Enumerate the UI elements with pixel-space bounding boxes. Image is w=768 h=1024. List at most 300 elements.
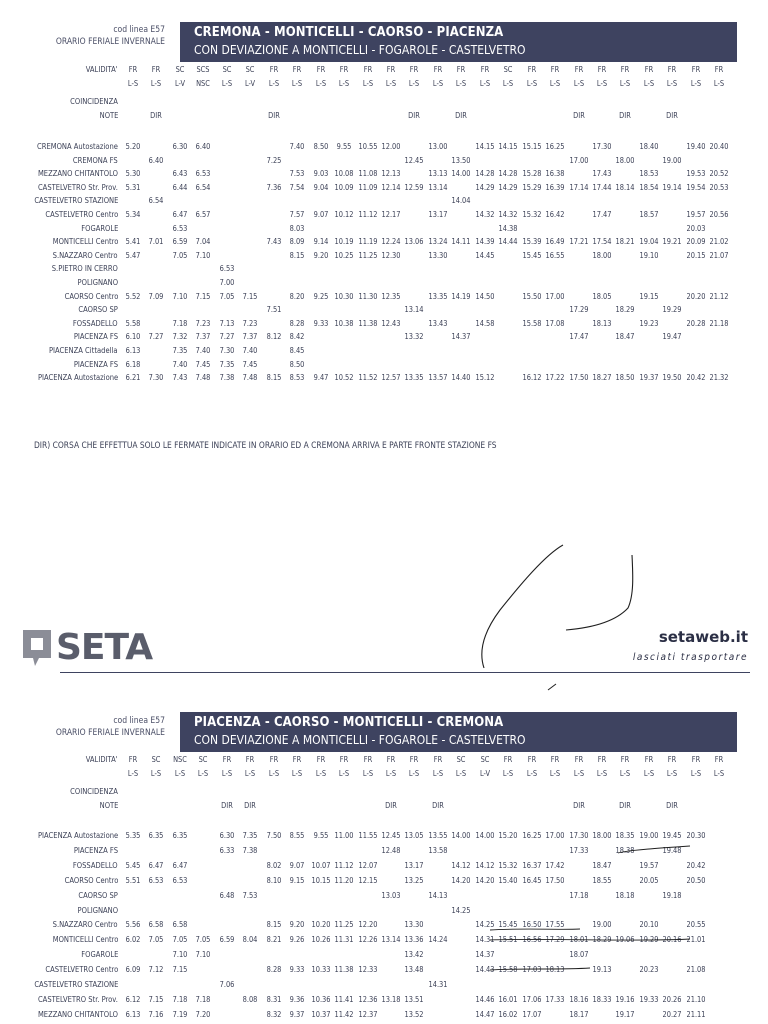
departure-time: 13.05 <box>404 830 424 840</box>
departure-time: 20.20 <box>686 290 706 301</box>
departure-time: 19.40 <box>686 141 706 151</box>
departure-time: 13.24 <box>428 236 448 247</box>
departure-time: 8.28 <box>289 317 305 328</box>
departure-time: 7.43 <box>172 372 188 383</box>
departure-time: 18.33 <box>592 993 612 1004</box>
note-code: DIR <box>408 110 421 120</box>
departure-time: 15.15 <box>522 141 542 151</box>
stop-name: CASTELVETRO STAZIONE <box>33 195 118 206</box>
departure-time: 20.56 <box>709 209 729 219</box>
departure-time: 13.50 <box>451 154 471 165</box>
departure-time: 7.45 <box>195 358 211 369</box>
departure-time: 7.48 <box>195 372 211 383</box>
departure-time: 9.14 <box>313 236 328 247</box>
departure-time: 14.39 <box>475 236 495 247</box>
departure-time: 12.37 <box>358 1008 377 1019</box>
stop-name: S.NAZZARO Centro <box>53 249 118 260</box>
schedule-type: ORARIO FERIALE INVERNALE <box>55 37 165 47</box>
departure-time: 10.08 <box>334 168 354 179</box>
departure-time: 12.36 <box>358 993 377 1004</box>
departure-time: 5.58 <box>125 317 141 328</box>
departure-time: 15.50 <box>522 290 542 301</box>
departure-time: 8.08 <box>242 993 258 1004</box>
departure-time: 18.00 <box>592 830 612 840</box>
note-code: DIR <box>150 110 163 120</box>
note-code: DIR <box>220 800 233 810</box>
day-range: L-S <box>127 78 139 88</box>
departure-time: 20.53 <box>709 181 729 192</box>
day-range: L-S <box>174 768 185 778</box>
departure-time: 7.27 <box>219 331 235 342</box>
departure-time: 8.03 <box>289 222 305 233</box>
schedule-type: ORARIO FERIALE INVERNALE <box>55 728 165 738</box>
departure-time: 15.29 <box>522 181 542 192</box>
departure-time: 7.35 <box>172 345 188 355</box>
stop-name: MONTICELLI Centro <box>52 934 118 945</box>
departure-time: 18.16 <box>569 993 589 1004</box>
departure-time: 17.21 <box>569 236 589 247</box>
departure-time: 8.12 <box>266 331 282 342</box>
departure-time: 16.55 <box>545 249 565 260</box>
departure-time: 8.42 <box>289 331 305 342</box>
departure-time: 15.28 <box>522 168 542 179</box>
departure-time: 9.04 <box>313 181 328 192</box>
validity-code: SC <box>503 64 513 74</box>
departure-time: 19.04 <box>639 236 659 247</box>
departure-time: 11.19 <box>358 236 377 247</box>
departure-time: 6.13 <box>125 1008 141 1019</box>
departure-time: 18.50 <box>615 372 635 383</box>
day-range: L-S <box>620 768 631 778</box>
note-code: DIR <box>666 110 679 120</box>
day-range: L-S <box>315 768 326 778</box>
departure-time: 14.12 <box>451 859 471 870</box>
departure-time: 12.17 <box>381 209 401 219</box>
departure-time: 17.07 <box>522 1008 542 1019</box>
departure-time: 7.48 <box>242 372 258 383</box>
stop-name: CREMONA Autostazione <box>37 141 118 151</box>
departure-time: 6.10 <box>125 331 141 342</box>
departure-time: 14.38 <box>498 222 518 233</box>
departure-time: 16.39 <box>545 181 565 192</box>
departure-time: 19.23 <box>639 317 659 328</box>
departure-time: 10.25 <box>334 249 354 260</box>
day-range: L-S <box>526 768 537 778</box>
validity-code: FR <box>715 64 724 74</box>
departure-time: 8.28 <box>266 964 282 975</box>
departure-time: 19.57 <box>686 209 706 219</box>
departure-time: 16.25 <box>522 830 542 840</box>
departure-time: 13.42 <box>404 949 424 960</box>
stop-name: FOSSADELLO <box>73 317 118 328</box>
departure-time: 8.21 <box>266 934 282 945</box>
validity-code: FR <box>316 64 325 74</box>
departure-time: 13.06 <box>404 236 424 247</box>
departure-time: 15.51 <box>498 934 518 945</box>
departure-time: 17.44 <box>592 181 612 192</box>
departure-time: 11.12 <box>334 859 354 870</box>
departure-time: 10.07 <box>311 859 331 870</box>
departure-time: 20.30 <box>686 830 706 840</box>
validity-code: FR <box>574 64 583 74</box>
departure-time: 15.40 <box>498 874 518 885</box>
departure-time: 7.15 <box>172 964 188 975</box>
departure-time: 20.16 <box>662 934 682 945</box>
departure-time: 17.06 <box>522 993 542 1004</box>
day-range: L-S <box>268 78 279 88</box>
departure-time: 14.25 <box>451 904 471 915</box>
departure-time: 11.38 <box>358 317 377 328</box>
brand-slogan: lasciati trasportare <box>632 652 748 663</box>
departure-time: 14.45 <box>475 249 495 260</box>
validity-code: FR <box>386 64 396 74</box>
departure-time: 17.43 <box>592 168 612 179</box>
note-code: DIR <box>572 800 585 810</box>
day-range: L-S <box>362 78 373 88</box>
departure-time: 18.38 <box>615 844 635 855</box>
validity-code: SCS <box>196 64 210 74</box>
stop-name: PIACENZA FS <box>73 358 118 369</box>
day-range: L-S <box>245 768 256 778</box>
departure-time: 5.20 <box>125 141 141 151</box>
stop-name: MONTICELLI Centro <box>52 236 118 247</box>
departure-time: 13.35 <box>404 372 424 383</box>
line-code: cod linea E57 <box>113 25 165 35</box>
departure-time: 8.09 <box>289 236 305 247</box>
departure-time: 7.36 <box>266 181 282 192</box>
departure-time: 7.27 <box>149 331 164 342</box>
departure-time: 15.20 <box>498 830 518 840</box>
departure-time: 20.03 <box>686 222 706 233</box>
day-range: L-S <box>714 78 725 88</box>
day-range: L-S <box>198 768 209 778</box>
departure-time: 18.05 <box>592 290 612 301</box>
departure-time: 21.07 <box>709 249 729 260</box>
note-code: DIR <box>619 110 632 120</box>
departure-time: 6.57 <box>195 209 211 219</box>
departure-time: 16.25 <box>545 141 565 151</box>
departure-time: 7.38 <box>242 844 258 855</box>
departure-time: 7.18 <box>172 993 188 1004</box>
departure-time: 7.18 <box>172 317 188 328</box>
note-code: DIR <box>619 800 632 810</box>
departure-time: 8.02 <box>266 859 282 870</box>
validity-code: FR <box>433 64 443 74</box>
departure-time: 12.30 <box>381 249 401 260</box>
departure-time: 9.07 <box>289 859 305 870</box>
departure-time: 14.44 <box>498 236 518 247</box>
departure-time: 7.19 <box>172 1008 188 1019</box>
validity-code: FR <box>715 754 724 764</box>
departure-time: 7.50 <box>266 830 282 840</box>
validity-code: FR <box>691 754 701 764</box>
departure-time: 14.15 <box>498 141 518 151</box>
departure-time: 5.45 <box>125 859 141 870</box>
departure-time: 6.18 <box>125 358 141 369</box>
departure-time: 12.45 <box>404 154 424 165</box>
validity-code: FR <box>691 64 701 74</box>
departure-time: 7.51 <box>266 304 282 315</box>
validity-code: SC <box>152 754 161 764</box>
departure-time: 19.50 <box>662 372 682 383</box>
departure-time: 19.54 <box>686 181 706 192</box>
validity-code: SC <box>198 754 208 764</box>
departure-time: 6.58 <box>172 919 188 930</box>
departure-time: 17.50 <box>569 372 589 383</box>
departure-time: 9.37 <box>289 1008 305 1019</box>
day-range: L-S <box>667 768 678 778</box>
departure-time: 8.20 <box>289 290 305 301</box>
departure-time: 9.15 <box>289 874 305 885</box>
departure-time: 16.37 <box>522 859 542 870</box>
day-range: L-V <box>174 78 185 88</box>
departure-time: 13.48 <box>404 964 424 975</box>
departure-time: 19.18 <box>662 889 682 900</box>
departure-time: 11.30 <box>358 290 377 301</box>
departure-time: 7.15 <box>195 290 211 301</box>
departure-time: 16.45 <box>522 874 542 885</box>
departure-time: 6.44 <box>172 181 188 192</box>
departure-time: 7.32 <box>172 331 188 342</box>
departure-time: 7.40 <box>195 345 211 355</box>
validity-code: FR <box>550 754 560 764</box>
departure-time: 15.32 <box>522 209 542 219</box>
day-range: L-S <box>667 78 678 88</box>
departure-time: 19.00 <box>639 830 659 840</box>
departure-time: 13.52 <box>404 1008 424 1019</box>
departure-time: 6.35 <box>149 830 164 840</box>
day-range: L-S <box>573 768 584 778</box>
coincidence-label: COINCIDENZA <box>70 96 118 106</box>
departure-time: 6.54 <box>149 195 164 206</box>
departure-time: 16.01 <box>498 993 518 1004</box>
validity-code: FR <box>222 754 232 764</box>
departure-time: 7.05 <box>195 934 211 945</box>
stop-name: CAORSO Centro <box>64 290 118 301</box>
stop-name: CASTELVETRO STAZIONE <box>33 979 118 989</box>
stop-name: PIACENZA Cittadella <box>49 345 118 355</box>
departure-time: 7.05 <box>172 249 188 260</box>
validity-code: FR <box>597 754 607 764</box>
departure-time: 9.25 <box>313 290 328 301</box>
day-range: L-S <box>409 78 420 88</box>
validity-code: FR <box>246 754 255 764</box>
departure-time: 6.58 <box>149 919 164 930</box>
departure-time: 17.22 <box>545 372 565 383</box>
departure-time: 8.53 <box>289 372 305 383</box>
departure-time: 13.14 <box>428 181 448 192</box>
departure-time: 10.20 <box>311 919 331 930</box>
note-code: DIR <box>385 800 397 810</box>
departure-time: 18.54 <box>639 181 659 192</box>
departure-time: 11.20 <box>334 874 354 885</box>
departure-time: 21.12 <box>709 290 729 301</box>
departure-time: 12.13 <box>381 168 401 179</box>
departure-time: 19.10 <box>639 249 659 260</box>
departure-time: 13.17 <box>404 859 424 870</box>
departure-time: 18.00 <box>592 249 612 260</box>
validity-code: FR <box>644 64 654 74</box>
departure-time: 19.16 <box>615 993 635 1004</box>
departure-time: 17.00 <box>569 154 589 165</box>
departure-time: 17.03 <box>522 964 542 975</box>
departure-time: 13.00 <box>428 141 448 151</box>
departure-time: 7.45 <box>242 358 258 369</box>
departure-time: 8.45 <box>289 345 305 355</box>
departure-time: 18.27 <box>592 372 612 383</box>
departure-time: 7.16 <box>149 1008 164 1019</box>
departure-time: 20.05 <box>639 874 659 885</box>
departure-time: 6.35 <box>172 830 188 840</box>
departure-time: 20.09 <box>686 236 706 247</box>
departure-time: 6.43 <box>172 168 188 179</box>
departure-time: 14.50 <box>475 290 495 301</box>
departure-time: 20.50 <box>686 874 706 885</box>
departure-time: 18.01 <box>569 934 589 945</box>
departure-time: 18.40 <box>639 141 659 151</box>
departure-time: 9.07 <box>313 209 328 219</box>
note-code: DIR <box>455 110 468 120</box>
departure-time: 7.25 <box>266 154 282 165</box>
departure-time: 7.37 <box>195 331 211 342</box>
validity-code: FR <box>574 754 583 764</box>
day-range: L-S <box>479 78 490 88</box>
departure-time: 14.31 <box>428 979 448 989</box>
departure-time: 20.55 <box>686 919 706 930</box>
departure-time: 16.12 <box>522 372 542 383</box>
departure-time: 11.38 <box>334 964 354 975</box>
departure-time: 19.06 <box>615 934 635 945</box>
departure-time: 14.24 <box>428 934 448 945</box>
day-range: L-S <box>573 78 584 88</box>
departure-time: 8.50 <box>289 358 305 369</box>
departure-time: 19.45 <box>662 830 682 840</box>
departure-time: 7.53 <box>242 889 258 900</box>
departure-time: 19.00 <box>662 154 682 165</box>
departure-time: 12.35 <box>381 290 401 301</box>
validity-code: FR <box>597 64 607 74</box>
stop-name: PIACENZA FS <box>73 331 118 342</box>
departure-time: 7.57 <box>289 209 305 219</box>
day-range: L-S <box>338 78 350 88</box>
departure-time: 6.47 <box>172 859 188 870</box>
departure-time: 13.35 <box>428 290 448 301</box>
departure-time: 12.20 <box>358 919 377 930</box>
departure-time: 14.46 <box>475 993 495 1004</box>
departure-time: 12.45 <box>381 830 401 840</box>
validity-code: FR <box>339 754 349 764</box>
departure-time: 5.30 <box>125 168 141 179</box>
departure-time: 20.42 <box>686 859 706 870</box>
departure-time: 11.09 <box>358 181 377 192</box>
website-link[interactable]: setaweb.it <box>658 628 748 646</box>
validity-code: FR <box>269 754 278 764</box>
departure-time: 14.29 <box>475 181 495 192</box>
departure-time: 11.25 <box>358 249 377 260</box>
departure-time: 7.12 <box>149 964 164 975</box>
departure-time: 13.57 <box>428 372 448 383</box>
departure-time: 15.58 <box>522 317 542 328</box>
departure-time: 7.23 <box>242 317 258 328</box>
departure-time: 20.15 <box>686 249 706 260</box>
route-subtitle: CON DEVIAZIONE A MONTICELLI - FOGAROLE - CASTELVETRO <box>194 43 526 57</box>
departure-time: 18.14 <box>615 181 635 192</box>
departure-time: 21.01 <box>686 934 706 945</box>
departure-time: 13.58 <box>428 844 448 855</box>
departure-time: 18.57 <box>639 209 659 219</box>
departure-time: 7.00 <box>219 277 235 287</box>
departure-time: 18.29 <box>592 934 612 945</box>
departure-time: 15.58 <box>498 964 518 975</box>
departure-time: 11.00 <box>334 830 354 840</box>
day-range: L-S <box>432 78 443 88</box>
departure-time: 7.05 <box>149 934 164 945</box>
departure-time: 20.52 <box>709 168 729 179</box>
departure-time: 14.11 <box>451 236 471 247</box>
departure-time: 18.55 <box>592 874 612 885</box>
departure-time: 21.10 <box>686 993 706 1004</box>
validity-code: SC <box>175 64 185 74</box>
departure-time: 5.41 <box>125 236 141 247</box>
stop-name: CASTELVETRO Centro <box>45 964 118 975</box>
departure-time: 21.08 <box>686 964 706 975</box>
route-title: PIACENZA - CAORSO - MONTICELLI - CREMONA <box>194 715 504 730</box>
departure-time: 7.37 <box>242 331 258 342</box>
departure-time: 17.55 <box>545 919 565 930</box>
validity-code: FR <box>316 754 325 764</box>
departure-time: 6.53 <box>172 222 188 233</box>
departure-time: 18.47 <box>592 859 612 870</box>
stop-name: CASTELVETRO Str. Prov. <box>38 181 118 192</box>
departure-time: 5.47 <box>125 249 141 260</box>
departure-time: 13.25 <box>404 874 424 885</box>
departure-time: 17.00 <box>545 830 565 840</box>
departure-time: 17.33 <box>545 993 565 1004</box>
departure-time: 7.20 <box>195 1008 211 1019</box>
departure-time: 20.26 <box>662 993 682 1004</box>
departure-time: 14.32 <box>475 209 495 219</box>
departure-time: 6.30 <box>172 141 188 151</box>
departure-time: 7.05 <box>219 290 235 301</box>
departure-time: 6.40 <box>149 154 164 165</box>
departure-time: 6.09 <box>125 964 141 975</box>
day-range: L-S <box>292 78 303 88</box>
departure-time: 13.36 <box>404 934 424 945</box>
day-range: L-S <box>362 768 373 778</box>
stop-name: CREMONA FS <box>73 154 118 165</box>
departure-time: 12.26 <box>358 934 377 945</box>
validity-label: VALIDITA' <box>86 754 118 764</box>
departure-time: 9.55 <box>336 141 352 151</box>
seta-logo-icon <box>20 628 54 672</box>
validity-code: FR <box>480 64 489 74</box>
departure-time: 19.29 <box>639 934 659 945</box>
validity-code: FR <box>644 754 654 764</box>
departure-time: 5.31 <box>125 181 141 192</box>
validity-code: FR <box>621 64 630 74</box>
day-range: L-S <box>127 768 139 778</box>
departure-time: 10.15 <box>311 874 331 885</box>
departure-time: 8.10 <box>266 874 282 885</box>
departure-time: 6.54 <box>195 181 211 192</box>
day-range: L-S <box>221 768 232 778</box>
day-range: L-S <box>385 768 397 778</box>
route-subtitle: CON DEVIAZIONE A MONTICELLI - FOGAROLE - CASTELVETRO <box>194 733 526 747</box>
departure-time: 8.50 <box>313 141 328 151</box>
departure-time: 9.36 <box>289 993 305 1004</box>
departure-time: 18.18 <box>615 889 635 900</box>
departure-time: 21.18 <box>709 317 729 328</box>
